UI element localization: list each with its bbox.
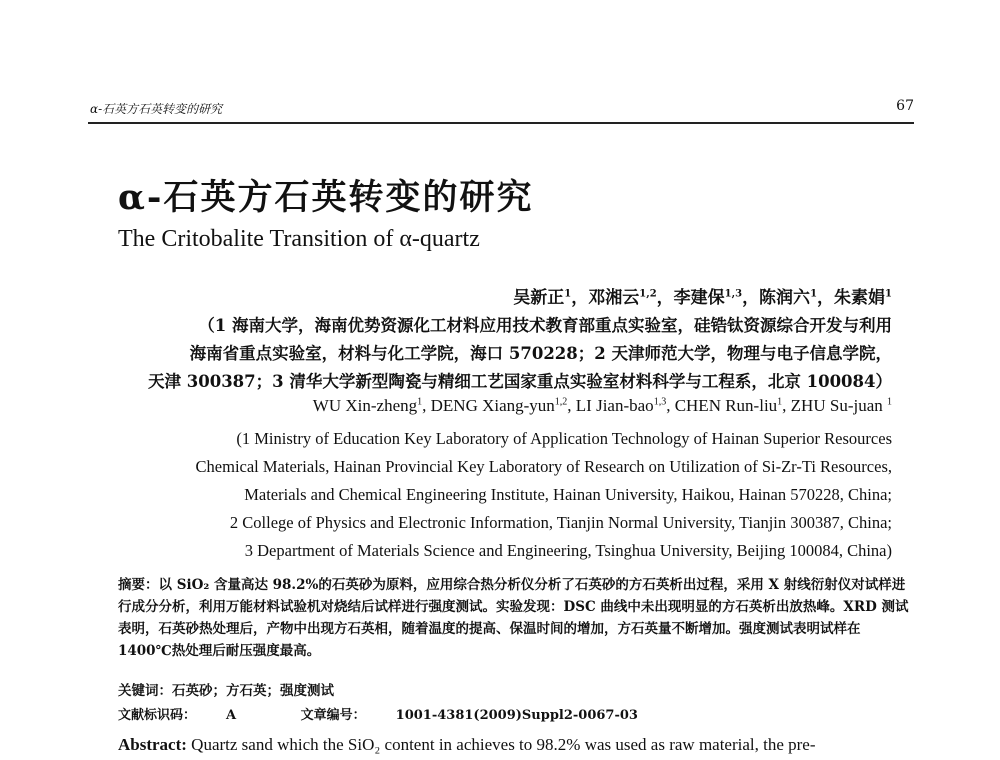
keywords-label: 关键词： — [118, 683, 172, 699]
doc-code: 文献标识码： A — [118, 708, 237, 723]
affiliations-chinese — [148, 312, 892, 396]
running-title: α-石英方石英转变的研究 — [90, 102, 223, 116]
abstract-label: 摘要： — [118, 577, 159, 593]
abstract-en-label: Abstract: — [118, 735, 187, 754]
document-codes — [118, 704, 698, 723]
abstract-english — [118, 735, 918, 755]
keywords — [118, 679, 334, 699]
affiliations-english — [196, 425, 892, 565]
abstract-en-text: Quartz sand which the SiO₂ content in achieves to 98.2% was used as raw material, the pre- — [186, 735, 816, 754]
affiliation-line: (1 Ministry of Education Key Laboratory of Application Technology of Hainan Superior Resources — [236, 429, 892, 448]
article-number: 文章编号： 1001-4381(2009)Suppl2-0067-03 — [300, 708, 638, 723]
running-head — [88, 96, 914, 118]
abstract-chinese — [118, 574, 910, 662]
abstract-text: 以 SiO₂ 含量高达 98.2%的石英砂为原料，应用综合热分析仪分析了石英砂的方石英析出过程，采用 X 射线衍射仪对试样进行成分分析，利用万能材料试验机对烧结后试样进行强度测试。实验发现：DSC 曲线中未出现明显的方石英析出放热峰。XRD 测试表明，石英砂热处理后，产物中出现方石英相，随着温度的提高、保温时间的增加，方石英量不断增加。强度测试表明试样在 1400℃热处理后耐压强度最高。 — [118, 577, 909, 659]
affiliation-line: Chemical Materials, Hainan Provincial Key Laboratory of Research on Utilization of Si-Zr-Ti Resources, — [195, 457, 892, 476]
affiliation-line: 天津 300387；3 清华大学新型陶瓷与精细工艺国家重点实验室材料科学与工程系，北京 100084） — [148, 372, 892, 391]
affiliation-line: 3 Department of Materials Science and Engineering, Tsinghua University, Beijing 100084, China) — [244, 541, 892, 560]
authors-english: WU Xin-zheng$^1$, DENG Xiang-yun$^{1,2}$, LI Jian-bao$^{1,3}$, CHEN Run-liu$^1$, ZHU Su-juan $^1$ — [312, 396, 892, 415]
authors-chinese: 吴新正$^1$，邓湘云$^{1,2}$，李建保$^{1,3}$，陈润六$^1$，朱素娟$^1$ — [513, 288, 892, 308]
affiliation-line: （1 海南大学，海南优势资源化工材料应用技术教育部重点实验室，硅锆钛资源综合开发与利用 — [198, 316, 892, 335]
affiliation-line: 2 College of Physics and Electronic Information, Tianjin Normal University, Tianjin 300387, China; — [229, 513, 892, 532]
page-number: 67 — [896, 98, 914, 114]
header-rule — [88, 122, 914, 124]
affiliation-line: Materials and Chemical Engineering Institute, Hainan University, Haikou, Hainan 570228, China; — [244, 485, 892, 504]
title-english: The Critobalite Transition of α-quartz — [118, 226, 480, 252]
title-chinese: α-石英方石英转变的研究 — [118, 177, 534, 218]
affiliation-line: 海南省重点实验室，材料与化工学院，海口 570228；2 天津师范大学，物理与电子信息学院， — [189, 344, 892, 363]
keywords-text: 石英砂；方石英；强度测试 — [172, 683, 334, 699]
